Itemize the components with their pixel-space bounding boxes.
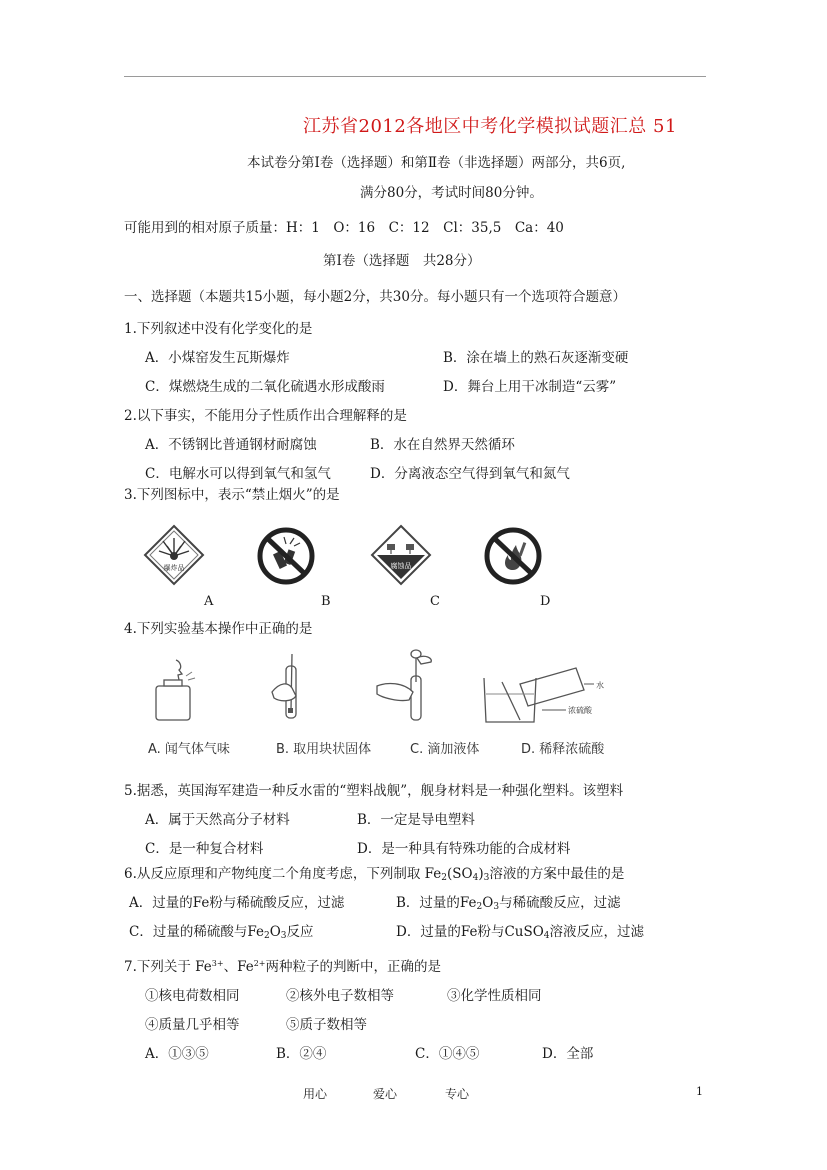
footer-text-3: 专心 [445, 1087, 470, 1101]
no-open-flame-sign [483, 526, 543, 586]
question-5-option-d: D．是一种具有特殊功能的合成材料 [357, 841, 571, 857]
question-6-option-b: B．过量的$Fe_2O_3$与稀硫酸反应，过滤 [396, 895, 621, 912]
footer-text-2: 爱心 [373, 1087, 398, 1101]
operation-label-d: D. 稀释浓硫酸 [521, 742, 605, 757]
atomic-masses: 可能用到的相对原子质量：H：1 O：16 C：12 Cl：35,5 Ca：40 [124, 220, 564, 236]
explosive-hazard-sign [143, 524, 205, 586]
sign-c-text: 腐蚀品 [390, 562, 412, 570]
sign-label-c: C [430, 594, 440, 609]
question-2-stem: 2.以下事实，不能用分子性质作出合理解释的是 [124, 408, 407, 424]
question-2-option-c: C．电解水可以得到氧气和氢气 [145, 466, 331, 482]
question-1-stem: 1.下列叙述中没有化学变化的是 [124, 321, 313, 337]
question-7-option-d: D．全部 [542, 1046, 594, 1062]
question-1-option-b: B．涂在墙上的熟石灰逐渐变硬 [443, 350, 629, 366]
sign-label-d: D [540, 594, 551, 609]
question-4-stem: 4.下列实验基本操作中正确的是 [124, 621, 313, 637]
taking-solid-illustration [262, 652, 322, 724]
operation-label-a: A. 闻气体气味 [148, 742, 230, 757]
question-5-option-b: B．一定是导电塑料 [357, 812, 475, 828]
diluting-acid-illustration [480, 664, 610, 726]
sign-label-a: A [204, 594, 214, 609]
question-1-option-a: A．小煤窑发生瓦斯爆炸 [145, 350, 290, 366]
page-title: 江苏省2012各地区中考化学模拟试题汇总 51 [303, 116, 677, 137]
water-label: 水 [596, 681, 604, 690]
page-number: 1 [696, 1085, 703, 1098]
operation-label-b: B. 取用块状固体 [276, 742, 372, 757]
operation-label-c: C. 滴加液体 [410, 742, 480, 757]
intro-line-1: 本试卷分第Ⅰ卷（选择题）和第Ⅱ卷（非选择题）两部分，共6页, [247, 155, 626, 171]
corrosive-hazard-sign [370, 524, 432, 586]
intro-line-2: 满分80分，考试时间80分钟。 [360, 185, 543, 201]
question-7-item-2: ②核外电子数相等 [286, 988, 394, 1004]
question-7-item-3: ③化学性质相同 [447, 988, 542, 1004]
question-2-option-b: B．水在自然界天然循环 [370, 437, 515, 453]
question-7-item-1: ①核电荷数相同 [145, 988, 240, 1004]
footer-text-1: 用心 [303, 1087, 328, 1101]
acid-label: 浓硫酸 [568, 706, 592, 715]
question-7-stem: 7.下列关于 $Fe^{3+}$、$Fe^{2+}$两种粒子的判断中，正确的是 [124, 959, 442, 975]
question-3-stem: 3.下列图标中，表示“禁止烟火”的是 [124, 487, 340, 503]
question-7-item-4: ④质量几乎相等 [145, 1017, 240, 1033]
question-6-option-c: C．过量的稀硫酸与$Fe_2O_3$反应 [129, 924, 314, 941]
sign-a-text: 爆炸品 [163, 564, 185, 572]
question-6-stem: 6.从反应原理和产物纯度二个角度考虑，下列制取 $Fe_2(SO_4)_3$溶液的方案中最佳的是 [124, 866, 625, 883]
question-2-option-d: D．分离液态空气得到氧气和氮气 [370, 466, 570, 482]
no-fireworks-sign [256, 526, 316, 586]
question-5-option-c: C．是一种复合材料 [145, 841, 264, 857]
question-1-option-d: D．舞台上用干冰制造“云雾” [443, 379, 617, 395]
question-7-option-a: A．①③⑤ [145, 1046, 209, 1062]
header-rule [124, 76, 706, 77]
question-5-stem: 5.据悉，英国海军建造一种反水雷的“塑料战舰”，舰身材料是一种强化塑料。该塑料 [124, 783, 624, 799]
question-7-option-b: B．②④ [276, 1046, 327, 1062]
question-7-option-c: C．①④⑤ [415, 1046, 480, 1062]
adding-liquid-illustration [373, 648, 443, 724]
question-6-option-d: D．过量的Fe粉与CuSO$_4$溶液反应，过滤 [396, 924, 645, 941]
question-2-option-a: A．不锈钢比普通钢材耐腐蚀 [145, 437, 317, 453]
smelling-gas-illustration [148, 656, 218, 724]
section-1-heading: 一、选择题（本题共15小题，每小题2分，共30分。每小题只有一个选项符合题意） [124, 289, 626, 305]
question-1-option-c: C．煤燃烧生成的二氧化硫遇水形成酸雨 [145, 379, 385, 395]
question-5-option-a: A．属于天然高分子材料 [145, 812, 290, 828]
question-7-item-5: ⑤质子数相等 [286, 1017, 367, 1033]
question-6-option-a: A．过量的Fe粉与稀硫酸反应，过滤 [129, 895, 345, 911]
part-1-heading: 第Ⅰ卷（选择题 共28分） [323, 253, 481, 269]
sign-label-b: B [321, 594, 331, 609]
